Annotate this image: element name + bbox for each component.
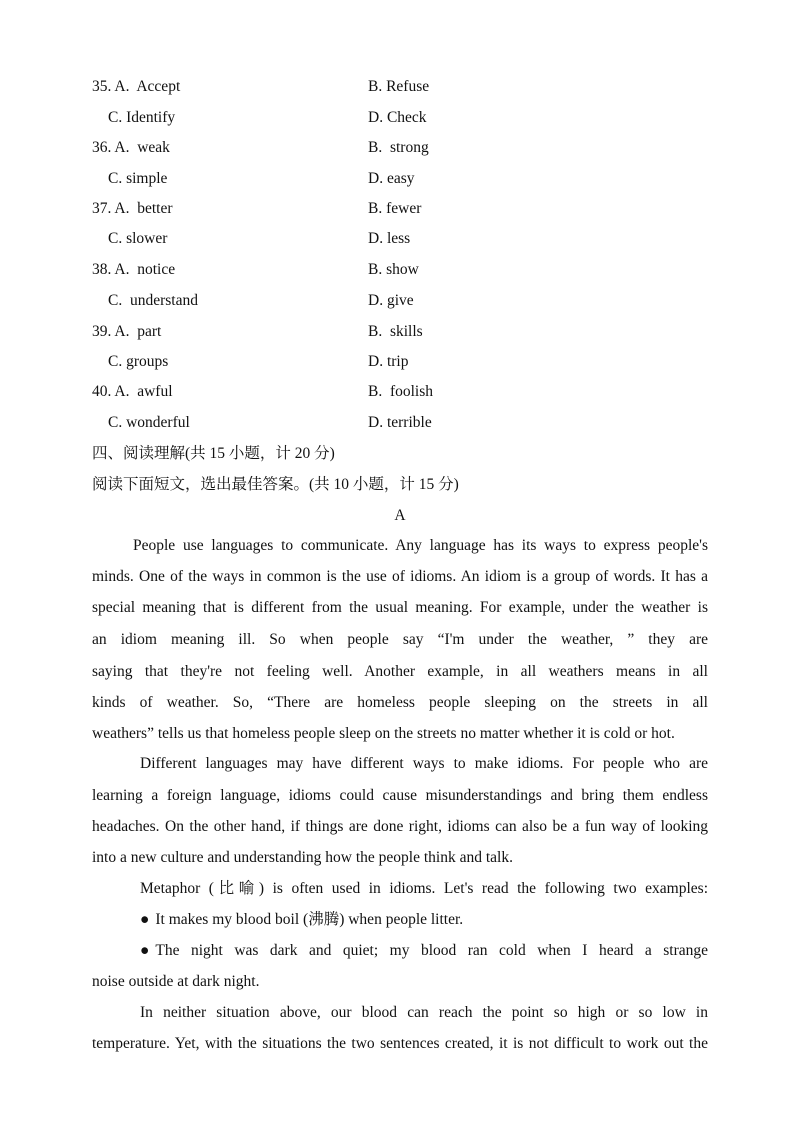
option-38-b: B. show (368, 261, 419, 278)
option-39-d: D. trip (368, 353, 409, 370)
passage-line-11: into a new culture and understanding how the people think and talk. (92, 849, 513, 866)
option-row-36-cd (0, 164, 800, 194)
section-instruction: 阅读下面短文，选出最佳答案。(共 10 小题，计 15 分) (92, 476, 459, 493)
passage-line-16: In neither situation above, our blood can reach the point so high or so low in (140, 1004, 708, 1021)
bullet-example-1-text: It makes my blood boil (沸腾) when people litter. (155, 911, 464, 928)
bullet-icon: ● (140, 911, 150, 928)
option-row-38-cd (0, 286, 800, 316)
option-row-35 (0, 72, 800, 102)
passage-line-12: Metaphor (比喻) is often used in idioms. Let's read the following two examples: (140, 880, 708, 897)
option-row-40 (0, 377, 800, 407)
option-35-b: B. Refuse (368, 78, 430, 95)
passage-line-1: People use languages to communicate. Any language has its ways to express people's (133, 537, 708, 554)
option-39-c: C. groups (108, 353, 169, 370)
option-37-b: B. fewer (368, 200, 422, 217)
option-38-d: D. give (368, 292, 414, 309)
option-40-d: D. terrible (368, 414, 432, 431)
option-row-35-cd (0, 103, 800, 133)
passage-line-9: learning a foreign language, idioms could cause misunderstandings and bring them endless (92, 787, 708, 804)
passage-line-17: temperature. Yet, with the situations the two sentences created, it is not difficult to work out the (92, 1035, 708, 1052)
passage-line-4: an idiom meaning ill. So when people say “I'm under the weather, ” they are (92, 631, 708, 648)
passage-line-15: noise outside at dark night. (92, 973, 260, 990)
option-36-b: B. strong (368, 139, 429, 156)
option-37-d: D. less (368, 230, 411, 247)
passage-line-10: headaches. On the other hand, if things are done right, idioms can also be a fun way of looking (92, 818, 708, 835)
option-36-c: C. simple (108, 170, 168, 187)
option-40-a: 40. A. awful (92, 383, 173, 400)
passage-letter: A (394, 507, 406, 524)
option-row-38 (0, 255, 800, 285)
option-row-39 (0, 317, 800, 347)
bullet-icon: ● (140, 942, 150, 959)
bullet-example-2-text: The night was dark and quiet; my blood ran cold when I heard a strange (155, 942, 708, 959)
passage-line-6: kinds of weather. So, “There are homeless people sleeping on the streets in all (92, 694, 708, 711)
option-row-36 (0, 133, 800, 163)
passage-line-2: minds. One of the ways in common is the use of idioms. An idiom is a group of words. It has a (92, 568, 708, 585)
option-37-a: 37. A. better (92, 200, 173, 217)
option-row-40-cd (0, 408, 800, 438)
bullet-example-1 (140, 904, 708, 935)
option-40-c: C. wonderful (108, 414, 190, 431)
passage-line-8: Different languages may have different ways to make idioms. For people who are (140, 755, 708, 772)
option-39-b: B. skills (368, 323, 423, 340)
passage-line-5: saying that they're not feeling well. Another example, in all weathers means in all (92, 663, 708, 680)
option-35-c: C. Identify (108, 109, 176, 126)
option-35-d: D. Check (368, 109, 427, 126)
option-37-c: C. slower (108, 230, 168, 247)
bullet-example-2 (140, 935, 708, 966)
passage-line-7: weathers” tells us that homeless people sleep on the streets no matter whether it is cold or hot. (92, 725, 675, 742)
option-38-a: 38. A. notice (92, 261, 176, 278)
option-row-37-cd (0, 224, 800, 254)
option-row-39-cd (0, 347, 800, 377)
option-36-d: D. easy (368, 170, 415, 187)
option-39-a: 39. A. part (92, 323, 162, 340)
option-36-a: 36. A. weak (92, 139, 170, 156)
option-40-b: B. foolish (368, 383, 434, 400)
option-row-37 (0, 194, 800, 224)
passage-line-3: special meaning that is different from the usual meaning. For example, under the weather is (92, 599, 708, 616)
section-heading: 四、阅读理解(共 15 小题，计 20 分) (92, 445, 335, 462)
option-38-c: C. understand (108, 292, 198, 309)
option-35-a: 35. A. Accept (92, 78, 181, 95)
